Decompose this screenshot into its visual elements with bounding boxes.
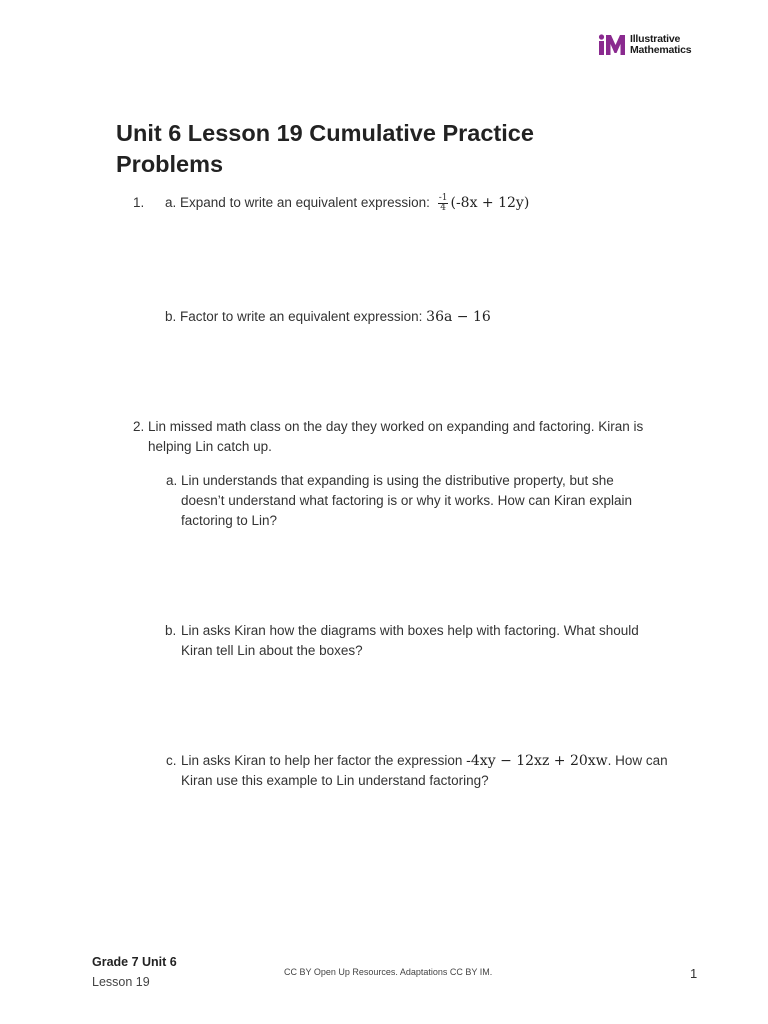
- problem-2b-label: b.: [165, 623, 177, 638]
- problem-1a-fraction: [438, 194, 449, 213]
- illustrative-mathematics-logo: [598, 34, 691, 56]
- title-line2: Problems: [116, 151, 224, 177]
- problem-2c-label: c.: [166, 753, 177, 768]
- problem-1a-label: a.: [165, 195, 177, 210]
- problem-1a-text: Expand to write an equivalent expression:: [180, 195, 430, 210]
- logo-wordmark: [630, 34, 691, 56]
- footer-grade-unit: Grade 7 Unit 6: [92, 955, 177, 969]
- problem-2b-line1: Lin asks Kiran how the diagrams with boxes help with factoring. What should: [181, 623, 639, 638]
- problem-2b-line2: Kiran tell Lin about the boxes?: [181, 643, 363, 658]
- problem-1b-text: Factor to write an equivalent expression:: [180, 309, 423, 324]
- problem-2a-line3: factoring to Lin?: [181, 513, 278, 528]
- footer-license: CC BY Open Up Resources. Adaptations CC BY IM.: [284, 967, 493, 977]
- title-line1: Unit 6 Lesson 19 Cumulative Practice: [116, 120, 534, 146]
- problem-2a-label: a.: [166, 473, 178, 488]
- problem-1b-expression: 36a − 16: [426, 309, 491, 325]
- problem-1b: [165, 307, 491, 327]
- problem-2a: [181, 471, 681, 531]
- logo-line2: Mathematics: [630, 44, 692, 56]
- page-number: 1: [690, 966, 698, 981]
- problem-2a-line1: Lin understands that expanding is using the distributive property, but she: [181, 473, 614, 488]
- page-title: [116, 118, 676, 180]
- problem-2c-line1: [181, 751, 691, 771]
- problem-2c-text-post: . How can: [607, 753, 668, 768]
- problem-1a-expression: (-8x + 12y): [450, 195, 530, 211]
- problem-2-intro-line1: Lin missed math class on the day they worked on expanding and factoring. Kiran is: [148, 419, 644, 434]
- problem-1b-label: b.: [165, 309, 177, 324]
- problem-2-intro: [148, 417, 688, 457]
- problem-2c-line2: Kiran use this example to Lin understand factoring?: [181, 773, 489, 788]
- fraction-numerator: -1: [438, 192, 448, 203]
- problem-2a-line2: doesn’t understand what factoring is or why it works. How can Kiran explain: [181, 493, 632, 508]
- fraction-denominator: 4: [440, 202, 446, 213]
- problem-2b: [181, 621, 681, 661]
- problem-1-number: 1.: [133, 195, 145, 210]
- problem-2c-expression: -4xy − 12xz + 20xw: [466, 753, 608, 769]
- footer-lesson: Lesson 19: [92, 975, 150, 989]
- logo-line1: Illustrative: [630, 33, 681, 45]
- problem-2c: [181, 751, 691, 791]
- problem-2-number: 2.: [133, 419, 145, 434]
- problem-1a: [165, 193, 529, 213]
- problem-2c-text-pre: Lin asks Kiran to help her factor the expression: [181, 753, 463, 768]
- im-logo-icon: [598, 34, 626, 56]
- problem-2-intro-line2: helping Lin catch up.: [148, 439, 272, 454]
